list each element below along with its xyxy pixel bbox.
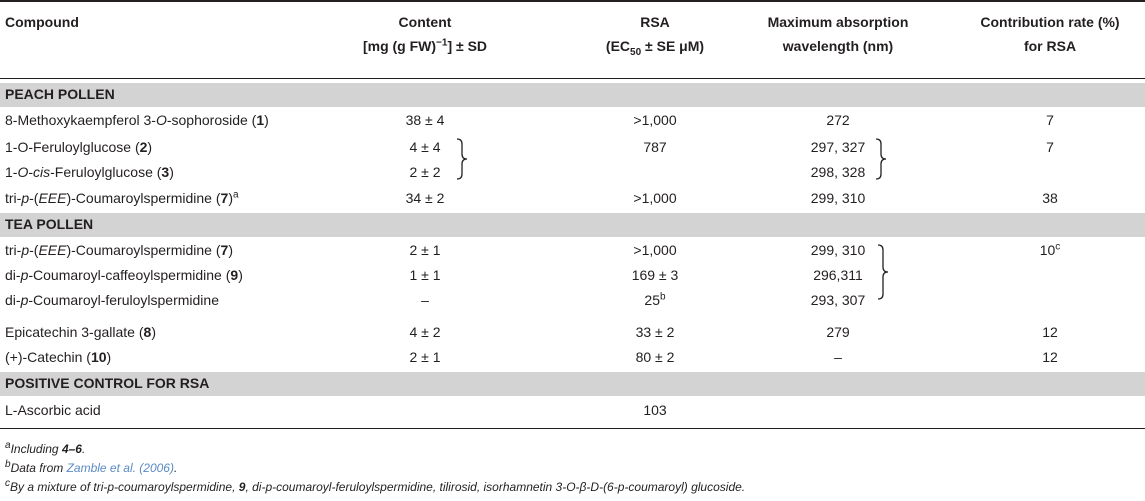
compound-name: 1-O-cis-Feruloylglucose (3)	[5, 164, 174, 180]
section-title: POSITIVE CONTROL FOR RSA	[5, 375, 210, 391]
rsa-value: 103	[643, 402, 667, 418]
compound-name: Epicatechin 3-gallate (8)	[5, 324, 156, 340]
rsa-value: >1,000	[633, 242, 677, 258]
table-row	[0, 288, 1145, 312]
section-tea-pollen	[0, 213, 1145, 237]
footnote-b: $^b$Data from Zamble et al. (2006).	[5, 459, 178, 475]
table-row	[0, 345, 1145, 369]
header-contrib-line2: for RSA	[1023, 38, 1077, 54]
footnote-c: $^c$By a mixture of tri-p-coumaroylspermidine, 9, di-p-coumaroyl-feruloylspermidine, tilirosid, isorhamnetin 3-O-β-D-(6-p-coumaroyl) glucoside.	[5, 478, 746, 494]
content-value: 2 ± 1	[409, 349, 441, 365]
header-contrib-line1: Contribution rate (%)	[980, 14, 1120, 30]
content-value: 1 ± 1	[409, 267, 441, 283]
table-row	[0, 135, 1145, 159]
wavelength-value: 297, 327	[810, 139, 866, 155]
contribution-value: 12	[1042, 349, 1058, 365]
table-row	[0, 263, 1145, 287]
header-content	[310, 13, 540, 55]
content-value: 34 ± 2	[405, 190, 445, 206]
compound-name: L-Ascorbic acid	[5, 402, 101, 418]
wavelength-value: 296,311	[813, 267, 863, 283]
content-value: 2 ± 1	[409, 242, 441, 258]
compound-name: 1-O-Feruloylglucose (2)	[5, 139, 153, 155]
reference-link[interactable]: Zamble et al. (2006)	[66, 461, 174, 475]
wavelength-value: 299, 310	[810, 242, 866, 258]
table-row	[0, 398, 1145, 422]
header-maxabs-line1: Maximum absorption	[767, 14, 909, 30]
table-row	[0, 108, 1145, 132]
header-rsa-line2: ($EC_{50}$ ± SE μM)	[605, 38, 705, 58]
bottom-rule	[0, 428, 1145, 429]
compound-name: tri-p-(EEE)-Coumaroylspermidine (7)	[5, 242, 233, 258]
header-rule	[0, 78, 1145, 79]
header-maxabs-line2: wavelength (nm)	[782, 38, 894, 54]
rsa-value: 33 ± 2	[635, 324, 675, 340]
table-row	[0, 238, 1145, 262]
contribution-value: 12	[1042, 324, 1058, 340]
rsa-value: >1,000	[633, 190, 677, 206]
table-row	[0, 320, 1145, 344]
content-value: 2 ± 2	[409, 164, 441, 180]
rsa-value: >1,000	[633, 112, 677, 128]
header-contribution	[960, 13, 1140, 55]
content-value: –	[421, 292, 429, 308]
rsa-value: 787	[643, 139, 667, 155]
header-content-line2: [mg (g FW)$^{-1}$] ± SD	[362, 37, 488, 54]
content-value: 4 ± 2	[409, 324, 441, 340]
brace-wavelength-tea	[876, 244, 890, 300]
compound-name: di-p-Coumaroyl-feruloylspermidine	[5, 292, 219, 308]
wavelength-value: 299, 310	[810, 190, 866, 206]
contribution-value: 7	[1046, 139, 1054, 155]
wavelength-value: 279	[826, 324, 850, 340]
section-peach-pollen	[0, 83, 1145, 107]
wavelength-value: 298, 328	[810, 164, 866, 180]
brace-wavelength-peach	[874, 138, 888, 180]
compound-name: di-p-Coumaroyl-caffeoylspermidine (9)	[5, 267, 243, 283]
brace-content-peach	[455, 138, 469, 180]
rsa-value: 25$^b$	[644, 291, 666, 308]
header-max-absorption	[718, 13, 958, 55]
header-rsa-line1: RSA	[640, 14, 670, 30]
header-content-line1: Content	[398, 14, 452, 30]
contribution-value: 7	[1046, 112, 1054, 128]
compound-name: tri-p-(EEE)-Coumaroylspermidine $(7)^a$	[5, 189, 239, 206]
compound-name: (+)-Catechin (10)	[5, 349, 112, 365]
content-value: 38 ± 4	[405, 112, 445, 128]
header-compound: Compound	[5, 14, 79, 30]
table-row	[0, 160, 1145, 184]
wavelength-value: 272	[826, 112, 850, 128]
footnote-a: $^a$Including 4–6.	[5, 440, 86, 456]
table-row	[0, 186, 1145, 210]
rsa-value: 80 ± 2	[635, 349, 675, 365]
section-positive-control	[0, 372, 1145, 396]
compound-name: 8-Methoxykaempferol 3-O-sophoroside (1)	[5, 112, 269, 128]
rsa-value: 169 ± 3	[631, 267, 679, 283]
section-title: TEA POLLEN	[5, 216, 94, 232]
wavelength-value: 293, 307	[810, 292, 866, 308]
section-title: PEACH POLLEN	[5, 86, 115, 102]
content-value: 4 ± 4	[409, 139, 441, 155]
top-rule	[0, 0, 1145, 2]
contribution-value: 38	[1042, 190, 1058, 206]
contribution-value: 10$^c$	[1039, 241, 1061, 258]
wavelength-value: –	[834, 349, 842, 365]
